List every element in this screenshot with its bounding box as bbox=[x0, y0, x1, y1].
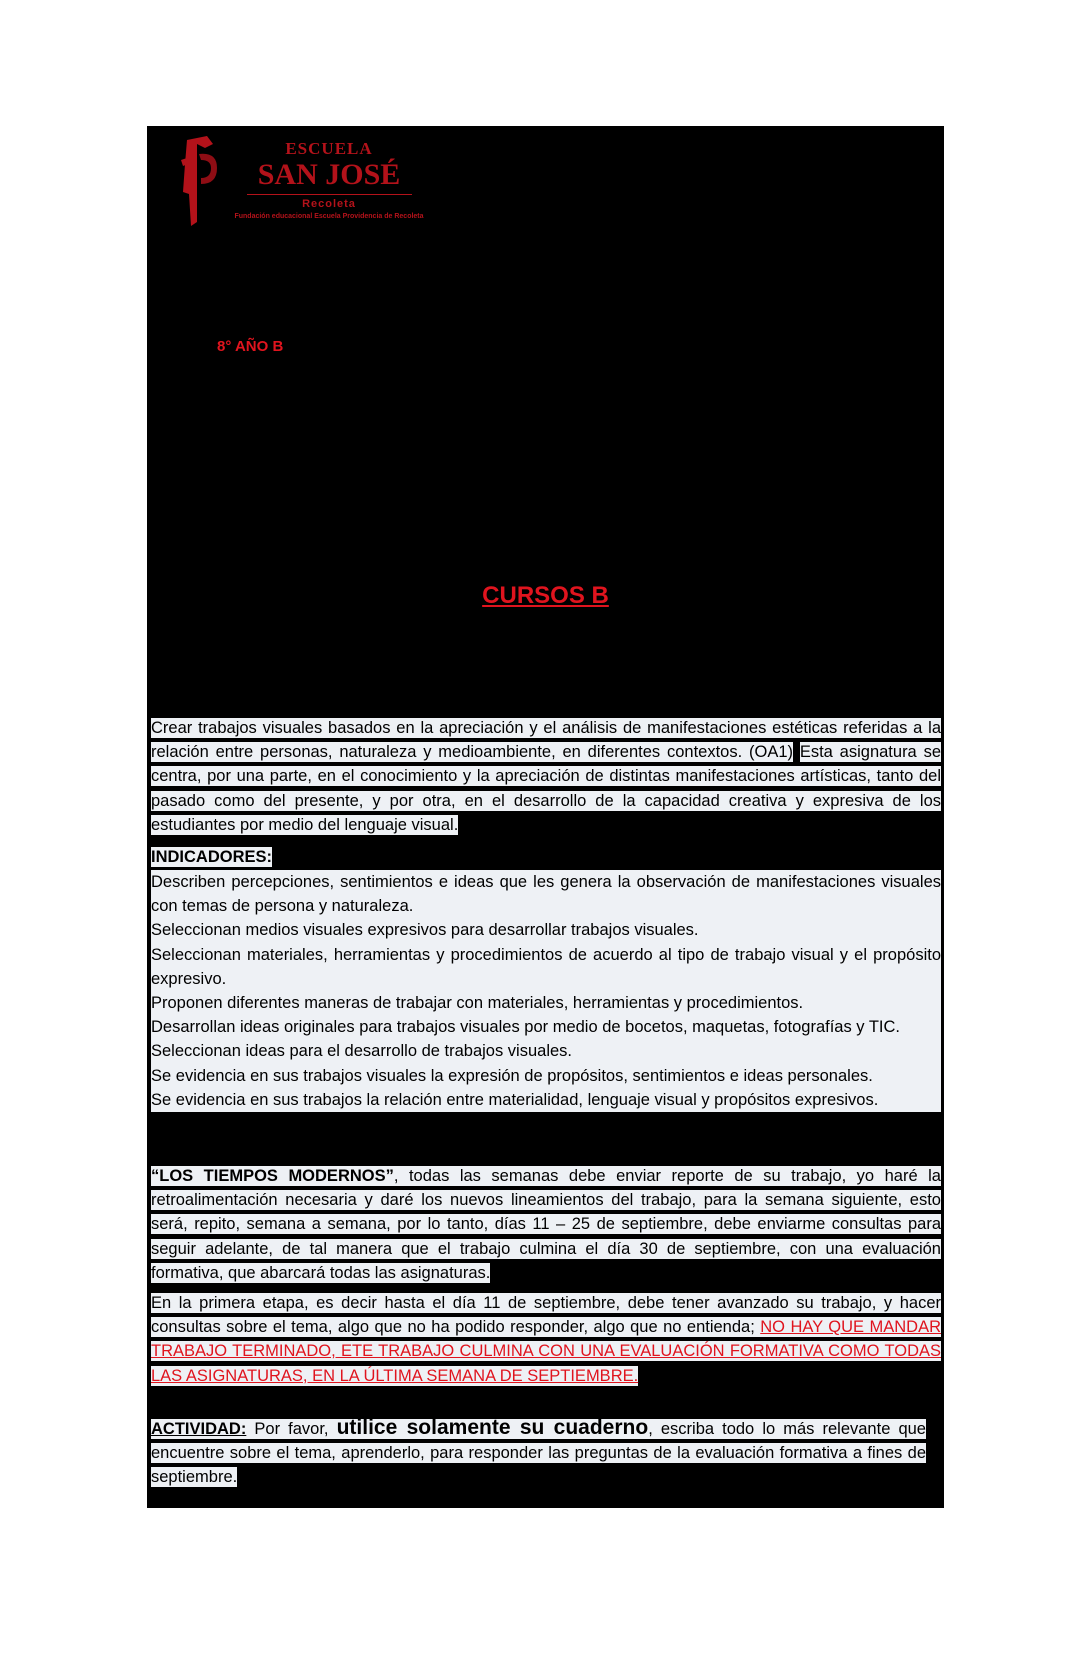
logo-escuela: ESCUELA bbox=[285, 139, 373, 158]
cursos-title: CURSOS B bbox=[482, 582, 609, 609]
logo-recoleta: Recoleta bbox=[302, 198, 356, 210]
project-title: “LOS TIEMPOS MODERNOS” bbox=[151, 1167, 394, 1185]
activity-label: ACTIVIDAD: bbox=[151, 1420, 247, 1438]
logo-divider bbox=[247, 194, 412, 195]
instructions-paragraph-2 bbox=[151, 1291, 941, 1388]
indicator-item: Se evidencia en sus trabajos la relación entre materialidad, lenguaje visual y propósitos expresivos. bbox=[151, 1090, 879, 1109]
objective-section bbox=[151, 716, 941, 837]
indicator-item: Se evidencia en sus trabajos visuales la expresión de propósitos, sentimientos e ideas personales. bbox=[151, 1066, 873, 1085]
school-logo bbox=[177, 134, 437, 234]
indicator-item: Seleccionan ideas para el desarrollo de trabajos visuales. bbox=[151, 1042, 572, 1061]
indicator-item: Seleccionan medios visuales expresivos para desarrollar trabajos visuales. bbox=[151, 921, 699, 940]
indicators-list bbox=[151, 870, 941, 1112]
indicator-item: Seleccionan materiales, herramientas y procedimientos de acuerdo al tipo de trabajo visual y el propósito expresivo. bbox=[151, 945, 941, 988]
activity-text-2: , escriba todo lo más relevante que encuentre sobre el tema, aprenderlo, para responder las preguntas de la evaluación formativa a fines de septiembre. bbox=[151, 1420, 926, 1487]
indicator-item: Describen percepciones, sentimientos e ideas que les genera la observación de manifestaciones visuales con temas de persona y naturaleza. bbox=[151, 873, 941, 916]
logo-fundacion: Fundación educacional Escuela Providencia de Recoleta bbox=[234, 213, 424, 220]
logo-san-jose: SAN JOSÉ bbox=[257, 158, 401, 191]
activity-emphasis: utilice solamente su cuaderno bbox=[336, 1416, 649, 1439]
instructions-text: , todas las semanas debe enviar reporte de su trabajo, yo haré la retroalimentación necesaria y daré los nuevos lineamientos del trabajo, para la semana siguiente, esto será, repito, semana a semana, por lo tanto, días 11 – 25 de septiembre, debe enviarme consultas para seguir adelante, de tal manera que el trabajo culmina el día 30 de septiembre, con una evaluación formativa, que abarcará todas las asignaturas. bbox=[151, 1167, 941, 1282]
grade-label: 8° AÑO B bbox=[217, 338, 284, 355]
instructions-warning: NO HAY QUE MANDAR TRABAJO TERMINADO, ETE TRABAJO CULMINA CON UNA EVALUACIÓN FORMATIVA COMO TODAS LAS ASIGNATURAS, EN LA ÚLTIMA SEMANA DE SEPTIEMBRE. bbox=[151, 1318, 941, 1385]
document-sheet bbox=[147, 126, 944, 1508]
activity-text-1: Por favor, bbox=[246, 1420, 337, 1438]
indicators-title: INDICADORES: bbox=[151, 848, 273, 866]
objective-description: Esta asignatura se centra, por una parte, en el conocimiento y la apreciación de distintas manifestaciones artísticas, tanto del pasado como del presente, y por otra, en el desarrollo de la capacidad creativa y expresiva de los estudiantes por medio del lenguaje visual. bbox=[151, 743, 941, 834]
indicator-item: Desarrollan ideas originales para trabajos visuales por medio de bocetos, maquetas, fotografías y TIC. bbox=[151, 1018, 901, 1037]
instructions-text-2: En la primera etapa, es decir hasta el día 11 de septiembre, debe tener avanzado su trabajo, y hacer consultas sobre el tema, algo que no ha podido responder, algo que no entienda; bbox=[151, 1294, 941, 1337]
instructions-paragraph-1 bbox=[151, 1164, 941, 1285]
indicators-title-row bbox=[151, 845, 941, 869]
school-crest-icon bbox=[177, 134, 225, 230]
objective-text: Crear trabajos visuales basados en la apreciación y el análisis de manifestaciones estéticas referidas a la relación entre personas, naturaleza y medioambiente, en diferentes contextos. (OA1) bbox=[151, 719, 941, 762]
indicator-item: Proponen diferentes maneras de trabajar con materiales, herramientas y procedimientos. bbox=[151, 994, 804, 1013]
activity-section bbox=[151, 1416, 926, 1490]
